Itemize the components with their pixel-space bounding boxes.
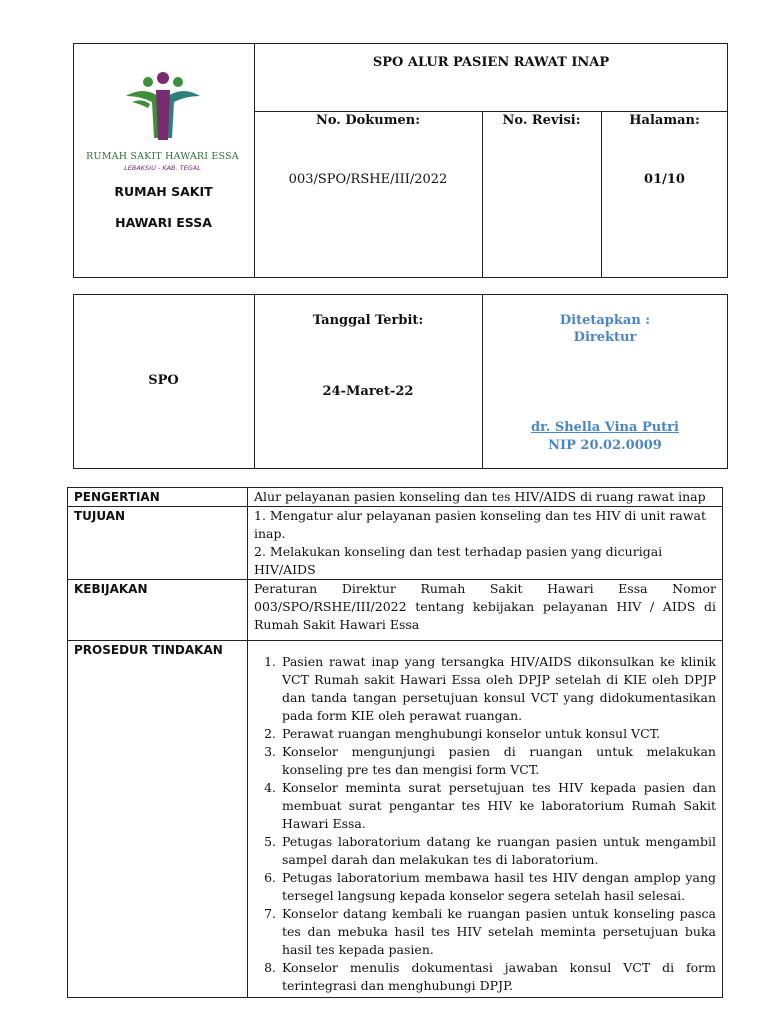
prosedur-step: 4. Konselor meminta surat persetujuan tes HIV kepada pasien dan membuat surat pengantar tes HIV ke laboratorium Rumah Sakit Hawari Essa. xyxy=(280,779,716,833)
header-divider-v3 xyxy=(601,111,602,278)
label-tujuan: TUJUAN xyxy=(68,507,248,580)
row-tujuan xyxy=(68,507,723,580)
logo-location: LEBAKSIU - KAB. TEGAL xyxy=(124,164,201,172)
tujuan-item-2: 2. Melakukan konseling dan test terhadap pasien yang dicurigai HIV/AIDS xyxy=(254,544,663,577)
text-prosedur xyxy=(248,641,723,998)
prosedur-step: 7. Konselor datang kembali ke ruangan pasien untuk konseling pasca tes dan mebuka hasil tes HIV setelah meminta persetujuan buka hasil tes kepada pasien. xyxy=(280,905,716,959)
tujuan-item-1: 1. Mengatur alur pelayanan pasien konseling dan tes HIV di unit rawat inap. xyxy=(254,508,707,541)
hospital-name-line1: RUMAH SAKIT xyxy=(114,184,213,199)
hospital-name-line2: HAWARI ESSA xyxy=(115,215,212,230)
prosedur-step: 5. Petugas laboratorium datang ke ruangan pasien untuk mengambil sampel darah dan melakukan tes di laboratorium. xyxy=(280,833,716,869)
prosedur-step: 8. Konselor menulis dokumentasi jawaban konsul VCT di form terintegrasi dan menghubungi DPJP. xyxy=(280,959,716,995)
header-divider-v xyxy=(254,43,255,278)
issued-date: 24-Maret-22 xyxy=(322,384,414,399)
spo-type-label: SPO xyxy=(148,373,179,388)
doc-number-label: No. Dokumen: xyxy=(315,113,421,128)
signer-name: dr. Shella Vina Putri xyxy=(531,420,679,435)
prosedur-step: 3. Konselor mengunjungi pasien di ruangan untuk melakukan konseling pre tes dan mengisi form VCT. xyxy=(280,743,716,779)
logo-hospital-name: RUMAH SAKIT HAWARI ESSA xyxy=(86,151,239,162)
spo-content-table xyxy=(67,487,723,998)
row-kebijakan xyxy=(68,580,723,641)
page-label: Halaman: xyxy=(629,113,700,128)
text-kebijakan: Peraturan Direktur Rumah Sakit Hawari Essa Nomor 003/SPO/RSHE/III/2022 tentang kebijakan pelayanan HIV / AIDS di Rumah Sakit Hawari Essa xyxy=(248,580,723,641)
row-pengertian xyxy=(68,488,723,507)
doc-number-value: 003/SPO/RSHE/III/2022 xyxy=(288,172,448,187)
page-value: 01/10 xyxy=(644,172,685,187)
header-divider-v2 xyxy=(482,111,483,278)
text-tujuan xyxy=(248,507,723,580)
text-pengertian: Alur pelayanan pasien konseling dan tes HIV/AIDS di ruang rawat inap xyxy=(248,488,723,507)
prosedur-step: 2. Perawat ruangan menghubungi konselor untuk konsul VCT. xyxy=(280,725,716,743)
document-title: SPO ALUR PASIEN RAWAT INAP xyxy=(372,55,610,70)
row-prosedur xyxy=(68,641,723,998)
header-divider-h xyxy=(254,111,728,112)
revision-label: No. Revisi: xyxy=(502,113,581,128)
set-by-role: Direktur xyxy=(573,330,637,345)
prosedur-steps-list xyxy=(254,653,716,995)
prosedur-step: 6. Petugas laboratorium membawa hasil tes HIV dengan amplop yang tersegel langsung kepada konselor segera setelah hasil selesai. xyxy=(280,869,716,905)
set-by-label: Ditetapkan : xyxy=(559,313,651,328)
signer-nip: NIP 20.02.0009 xyxy=(548,438,662,453)
hospital-logo xyxy=(118,68,208,148)
issued-label: Tanggal Terbit: xyxy=(312,313,424,328)
prosedur-step: 1. Pasien rawat inap yang tersangka HIV/AIDS dikonsulkan ke klinik VCT Rumah sakit Hawari Essa oleh DPJP setelah di KIE oleh DPJP dan tanda tangan persetujuan konsul VCT yang didokumentasikan pada form KIE oleh perawat ruangan. xyxy=(280,653,716,725)
label-prosedur: PROSEDUR TINDAKAN xyxy=(68,641,248,998)
label-pengertian: PENGERTIAN xyxy=(68,488,248,507)
label-kebijakan: KEBIJAKAN xyxy=(68,580,248,641)
